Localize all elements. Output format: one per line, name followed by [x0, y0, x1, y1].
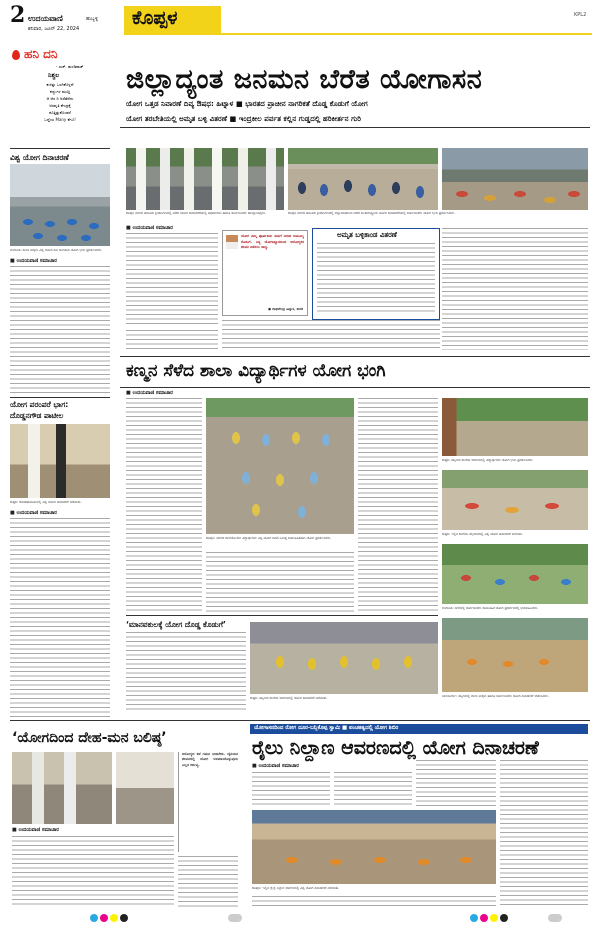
children-caption-r1: ಕುಷ್ಟಗಿ: ಪಟ್ಟಣದ ಶಾಲೆಯ ಆವರಣದಲ್ಲಿ ವಿದ್ಯಾರ್ಥಿಗಳು ಯೋಗ ಭಂಗಿ ಪ್ರದರ್ಶಿಸಿದರು. [442, 458, 534, 462]
poem-line: ಕೂತ್ತಿತ್ತುಕೊಂಡರೆ [49, 110, 71, 115]
hani-dani-box [10, 48, 110, 146]
masthead-rule [221, 33, 592, 35]
children-caption-bottom: ಕುಷ್ಟಗಿ: ಪಟ್ಟಣದ ಶಾಲೆಯ ಆವರಣದಲ್ಲಿ ಯೋಗ ದಿನಾಚರಣೆ ನಡೆಯಿತು. [250, 696, 328, 700]
amrita-box-body [317, 243, 435, 315]
railway-kicker-bar [250, 724, 588, 734]
bottom-left-credit: ■ ಉದಯವಾಣಿ ಸಮಾಚಾರ [12, 827, 59, 833]
children-photo-r3 [442, 544, 588, 604]
bottom-left-headline: ‘ಯೋಗದಿಂದ ದೇಹ-ಮನ ಬಲಿಷ್ಠ’ [12, 730, 167, 746]
railway-headline: ರೈಲು ನಿಲ್ದಾಣ ಆವರಣದಲ್ಲಿ ಯೋಗ ದಿನಾಚರಣೆ [252, 737, 539, 759]
divider [126, 615, 438, 616]
bottom-left-body-2 [178, 856, 238, 908]
date: ಶನಿವಾರ, ಜೂನ್ 22, 2024 [28, 26, 80, 32]
railway-col-4 [500, 760, 588, 908]
mass-yoga-photo [288, 148, 438, 210]
railway-credit: ■ ಉದಯವಾಣಿ ಸಮಾಚಾರ [252, 763, 299, 769]
left-mid-caption: ಕುಷ್ಟಗಿ: ಕೋಟೆಹೊಸೂರಿನಲ್ಲಿ ವಿಶ್ವ ಯೋಗ ದಿನಾಚರಣೆ ನಡೆಯಿತು. [10, 500, 82, 504]
quote-author: ● ರಾಘವೇಂದ್ರ ಹಿಟ್ನಾಳ, ಶಾಸಕ [268, 306, 303, 311]
railway-col-5 [252, 896, 496, 908]
lead-caption-right: ಕೊಪ್ಪಳ ನಗರದ ತಾಲೂಕು ಕ್ರೀಡಾಂಗಣದಲ್ಲಿ ಜಿಲ್ಲಾಡಳಿತದಿಂದ ನಡೆದ ಅಂತಾರಾಷ್ಟ್ರೀಯ ಯೋಗ ದಿನಾಚರಣೆಯಲ್ಲಿ ಸಾರ್ವಜನಿಕರು ಯೋಗ ಭಂಗಿ ಪ್ರದರ್ಶಿಸಿದರು. [288, 211, 455, 215]
children-credit: ■ ಉದಯವಾಣಿ ಸಮಾಚಾರ [126, 390, 173, 396]
railway-caption: ಕೊಪ್ಪಳ: ಇಲ್ಲಿನ ರೈಲ್ವೆ ನಿಲ್ದಾಣ ಆವರಣದಲ್ಲಿ ವಿಶ್ವ ಯೋಗ ದಿನಾಚರಣೆ ನಡೆಯಿತು. [252, 886, 340, 890]
hani-dani-brand: ಹನಿ ದನಿ [24, 47, 58, 61]
reg-dot-cyan [470, 914, 478, 922]
masthead [8, 2, 592, 38]
students-yoga-photo [10, 164, 110, 246]
left-mid-headline-1: ಯೋಗ ಪರಂಪರೆ ಭಾಗ: [10, 400, 69, 409]
paper-name: ಉದಯವಾಣಿ [28, 14, 63, 23]
railway-kicker: ಯೋಗಾಸನದಿಂದ ರೋಗ ದೂರ-ಬನ್ನಿಕೊಪ್ಪ ಸ್ವಾಮಿ ■ ಪಂಚತತ್ವದಲ್ಲಿ ಯೋಗ ಶಿಬಿರ [254, 725, 399, 731]
pull-quote-box [178, 752, 238, 852]
reg-dot-magenta [100, 914, 108, 922]
left-top-body [10, 266, 110, 394]
children-caption-r2: ಕುಷ್ಟಗಿ: ಇಲ್ಲಿನ ಕಾಲೇಜು ಮೈದಾನದಲ್ಲಿ ವಿಶ್ವ ಯೋಗ ದಿನಾಚರಣೆ ಜರುಗಿತು. [442, 532, 523, 536]
children-caption-r4: ಯಲಬುರ್ಗಾ: ಪಟ್ಟಣದಲ್ಲಿ ಶಾಲಾ ಮಕ್ಕಳು ಹಾಗೂ ಸಾರ್ವಜನಿಕರು ಯೋಗ ದಿನಾಚರಣೆ ಆಚರಿಸಿದರು. [442, 694, 549, 698]
reg-dot-magenta [480, 914, 488, 922]
railway-col-1 [252, 772, 330, 806]
divider [120, 127, 590, 128]
reg-dot-cyan [90, 914, 98, 922]
lead-body-col-1 [126, 233, 218, 327]
children-col-1 [126, 398, 202, 612]
poem-line: ಆ ಆಸ ನಿ ಅರೆತೆರೆದು [46, 96, 74, 101]
children-photo-r2 [442, 470, 588, 530]
lead-subhead-1: ಯೋಗ ಒತ್ತಡ ನಿವಾರಣೆ ದಿವ್ಯ ಔಷಧ: ಹಿಟ್ನಾಳ ■ ಭಾರತದ ಪ್ರಾಚೀನ ನಾಗರಿಕತೆ ದೊಡ್ಡ ಕೊಡುಗೆ ಯೋಗ [126, 99, 368, 108]
lead-body-col-4 [126, 330, 218, 352]
children-photo-r1 [442, 398, 588, 456]
kotehosur-photo [10, 424, 110, 498]
page-number: 2 [10, 2, 26, 28]
children-caption-center: ಕೊಪ್ಪಳ: ನಗರದ ಶಾಲೆಯೊಂದರ ವಿದ್ಯಾರ್ಥಿಗಳು ವಿಶ್ವ ಯೋಗ ದಿನದ ನಿಮಿತ್ತ ಸಾಮೂಹಿಕವಾಗಿ ಯೋಗ ಪ್ರದರ್ಶಿಸಿದರು. [206, 536, 332, 540]
left-top-caption: ಗಂಗಾವತಿ: ಶಾಲಾ ಮಕ್ಕಳು ವಿಶ್ವ ಯೋಗ ದಿನ ಅಂಗವಾಗಿ ಯೋಗ ಭಂಗಿ ಪ್ರದರ್ಶಿಸಿದರು. [10, 248, 103, 252]
children-bottom-photo [250, 622, 438, 694]
lead-headline: ಜಿಲ್ಲಾದ್ಯಂತ ಜನಮನ ಬೆರೆತ ಯೋಗಾಸನ [126, 64, 483, 95]
children-headline: ಕಣ್ಮನ ಸೆಳೆದ ಶಾಲಾ ವಿದ್ಯಾರ್ಥಿಗಳ ಯೋಗ ಭಂಗಿ [126, 361, 386, 381]
divider [10, 720, 590, 721]
divider [10, 148, 110, 149]
reg-dot-black [120, 914, 128, 922]
bottom-left-body [12, 836, 174, 908]
bottom-left-photo [12, 752, 112, 824]
hani-dani-byline: - ಎಚ್. ಡುಂಡಿರಾಜ್ [56, 64, 84, 69]
drop-logo-icon [12, 50, 20, 60]
poem-line: ಕುಳಿತ್ತು ಒರಗಿಕೊಳ್ಳದೆ [46, 82, 74, 87]
left-top-credit: ■ ಉದಯವಾಣಿ ಸಮಾಚಾರ [10, 258, 57, 264]
reg-dot-yellow [110, 914, 118, 922]
children-photo-r4 [442, 618, 588, 692]
section-banner [124, 6, 221, 35]
hani-dani-title: ನಿಶ್ಚಲ [48, 72, 60, 79]
edition: ಹುಬ್ಬಳ್ಳಿ [86, 16, 99, 22]
bottom-left-photo-2 [116, 752, 174, 824]
lead-caption-left: ಕೊಪ್ಪಳ ನಗರದ ತಾಲೂಕು ಕ್ರೀಡಾಂಗಣದಲ್ಲಿ ನಡೆದ ಯೋಗ ದಿನಾಚರಣೆಯಲ್ಲಿ ಅಧಿಕಾರಿಗಳು ಹಾಗೂ ಸಾರ್ವಜನಿಕರು ಪಾಲ್ಗೊಂಡಿದ್ದರು. [126, 211, 266, 215]
children-col-4 [126, 632, 246, 712]
reg-dot-grey [228, 914, 242, 922]
reg-dot-yellow [490, 914, 498, 922]
lead-body-col-3 [222, 320, 440, 350]
page-code: KPL2 [574, 12, 587, 18]
poem-line: ಅರವೃತಿ ಕೇಂದ್ರಕ್ಕೆ [49, 103, 71, 108]
children-yoga-photo [206, 398, 354, 534]
divider [120, 387, 590, 388]
quote-text: ಯೋಗ ನಮ್ಮ ಪೂರ್ವಜರು ನಮಗೆ ನೀಡಿದ ಅಮೂಲ್ಯ ಕೊಡುಗೆ. ನಿತ್ಯ ಯೋಗಾಭ್ಯಾಸದಿಂದ ಆರೋಗ್ಯಕರ ಜೀವನ ನಡೆಸಲು ಸಾಧ್ಯ. [241, 234, 304, 250]
left-mid-headline-2: ದೊಡ್ಡನಗೌಡ ಪಾಟೀಲ [10, 411, 64, 420]
children-col-3 [358, 398, 438, 612]
lead-body-col-2 [442, 228, 588, 350]
pull-quote: ಆರೋಗ್ಯದ ಕಡೆ ಗಮನ ನೀಡಬೇಕು. ದೈನಂದಿನ ಜೀವನದಲ್ಲಿ ಯೋಗ ಅಳವಡಿಸಿಕೊಳ್ಳುವುದು ಎಲ್ಲರ ಕರ್ತವ್ಯ. [182, 752, 238, 767]
divider [120, 356, 590, 357]
lead-subhead-2: ಯೋಗ ತರಬೇತಿಯಲ್ಲಿ ಅಮೃತ ಬಳ್ಳಿ ವಿತರಣೆ ■ ಇಂದ್ರಕೀಲ ಪರ್ವತ ಕಲ್ಲಿನ ಗುಡ್ಡದಲ್ಲಿ ಹರಿಕೀರ್ತನ ಗುರಿ [126, 114, 362, 123]
children-caption-r3: ಗಂಗಾವತಿ: ನಗರದಲ್ಲಿ ಸಾರ್ವಜನಿಕರು ಸಾಮೂಹಿಕ ಯೋಗ ಪ್ರದರ್ಶನದಲ್ಲಿ ಭಾಗವಹಿಸಿದರು. [442, 606, 539, 610]
children-col-2 [206, 552, 354, 612]
reg-dot-black [500, 914, 508, 922]
amrita-box-title: ಅಮೃತ ಬಳ್ಳಿಕಾಂಡ ವಿತರಣೆ [337, 231, 397, 239]
railway-col-2 [334, 772, 412, 806]
railway-col-3 [416, 760, 496, 806]
divider [10, 397, 110, 398]
left-mid-body [10, 518, 110, 718]
section-title: ಕೊಪ್ಪಳ [132, 7, 178, 29]
left-top-headline: ವಿಶ್ವ ಯೋಗ ದಿನಾಚರಣೆ [10, 153, 69, 162]
quote-portrait [226, 235, 238, 249]
left-mid-credit: ■ ಉದಯವಾಣಿ ಸಮಾಚಾರ [10, 510, 57, 516]
children-sub-quote: ‘ಮಾನವಕುಲಕ್ಕೆ ಯೋಗ ದೊಡ್ಡ ಕೊಡುಗೆ’ [126, 620, 226, 629]
officials-photo [126, 148, 284, 210]
poem-line: ಕಣ್ಣುಗಳ ಮುಚ್ಚಿ [49, 89, 71, 94]
amrita-box [312, 228, 440, 320]
reg-dot-grey [548, 914, 562, 922]
lead-credit: ■ ಉದಯವಾಣಿ ಸಮಾಚಾರ [126, 225, 173, 231]
group-yoga-photo [442, 148, 588, 210]
railway-photo [252, 810, 496, 884]
poem-line: ಒದ್ದೆಯ Many ಕೆಗೂ! [44, 117, 76, 122]
quote-box [222, 230, 308, 316]
